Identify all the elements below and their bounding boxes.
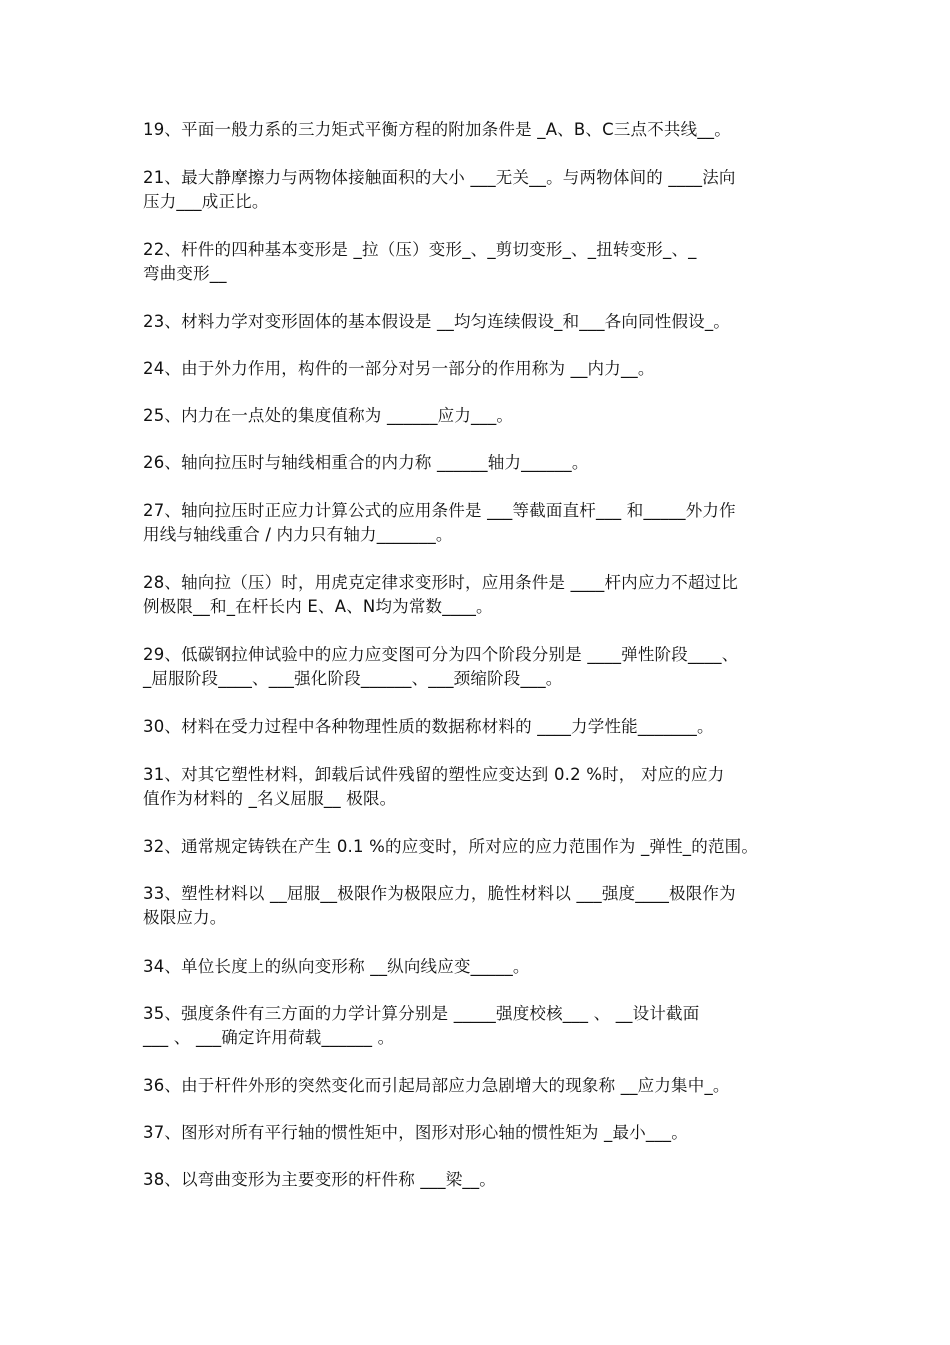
question-26	[143, 451, 813, 475]
question-27	[143, 499, 813, 547]
question-19	[143, 118, 813, 142]
question-line: _屈服阶段____、___强化阶段______、___颈缩阶段___。	[143, 669, 563, 688]
question-line: 用线与轴线重合 / 内力只有轴力_______。	[143, 525, 453, 544]
question-line: 25、内力在一点处的集度值称为 ______应力___。	[143, 406, 514, 425]
question-line: 30、材料在受力过程中各种物理性质的数据称材料的 ____力学性能_______。	[143, 717, 714, 736]
question-line: 31、对其它塑性材料，卸载后试件残留的塑性应变达到 0.2 %时， 对应的应力	[143, 765, 725, 784]
question-38	[143, 1168, 813, 1192]
question-line: 23、材料力学对变形固体的基本假设是 __均匀连续假设_和___各向同性假设_。	[143, 312, 730, 331]
question-line: 29、低碳钢拉伸试验中的应力应变图可分为四个阶段分别是 ____弹性阶段____、	[143, 645, 739, 664]
question-line: 压力___成正比。	[143, 192, 269, 211]
question-line: 26、轴向拉压时与轴线相重合的内力称 ______轴力______。	[143, 453, 589, 472]
question-34	[143, 955, 813, 979]
question-30	[143, 715, 813, 739]
question-36	[143, 1074, 813, 1098]
question-21	[143, 166, 813, 214]
question-28	[143, 571, 813, 619]
question-line: 32、通常规定铸铁在产生 0.1 %的应变时，所对应的应力范围作为 _弹性_的范围。	[143, 837, 759, 856]
question-24	[143, 357, 813, 381]
question-31	[143, 763, 813, 811]
question-line: 22、杆件的四种基本变形是 _拉（压）变形_、_剪切变形_、_扭转变形_、_	[143, 240, 697, 259]
question-32	[143, 835, 813, 859]
question-line: 极限应力。	[143, 908, 227, 927]
question-line: 例极限__和_在杆长内 E、A、N均为常数____。	[143, 597, 493, 616]
question-line: 28、轴向拉（压）时，用虎克定律求变形时，应用条件是 ____杆内应力不超过比	[143, 573, 739, 592]
question-line: 27、轴向拉压时正应力计算公式的应用条件是 ___等截面直杆___ 和_____外力作	[143, 501, 736, 520]
question-22	[143, 238, 813, 286]
question-line: 19、平面一般力系的三力矩式平衡方程的附加条件是 _A、B、C三点不共线__。	[143, 120, 731, 139]
question-line: 弯曲变形__	[143, 264, 227, 283]
question-line: ___ 、 ___确定许用荷载______ 。	[143, 1028, 395, 1047]
question-25	[143, 404, 813, 428]
question-line: 35、强度条件有三方面的力学计算分别是 _____强度校核___ 、 __设计截面	[143, 1004, 700, 1023]
question-line: 21、最大静摩擦力与两物体接触面积的大小 ___无关__。与两物体间的 ____法向	[143, 168, 736, 187]
question-line: 值作为材料的 _名义屈服__ 极限。	[143, 789, 397, 808]
question-37	[143, 1121, 813, 1145]
question-33	[143, 882, 813, 930]
question-line: 37、图形对所有平行轴的惯性矩中，图形对形心轴的惯性矩为 _最小___。	[143, 1123, 688, 1142]
question-line: 38、以弯曲变形为主要变形的杆件称 ___梁__。	[143, 1170, 496, 1189]
question-line: 24、由于外力作用，构件的一部分对另一部分的作用称为 __内力__。	[143, 359, 655, 378]
question-29	[143, 643, 813, 691]
question-line: 36、由于杆件外形的突然变化而引起局部应力急剧增大的现象称 __应力集中_。	[143, 1076, 730, 1095]
question-23	[143, 310, 813, 334]
question-line: 34、单位长度上的纵向变形称 __纵向线应变_____。	[143, 957, 530, 976]
question-35	[143, 1002, 813, 1050]
question-line: 33、塑性材料以 __屈服__极限作为极限应力，脆性材料以 ___强度____极限作为	[143, 884, 736, 903]
